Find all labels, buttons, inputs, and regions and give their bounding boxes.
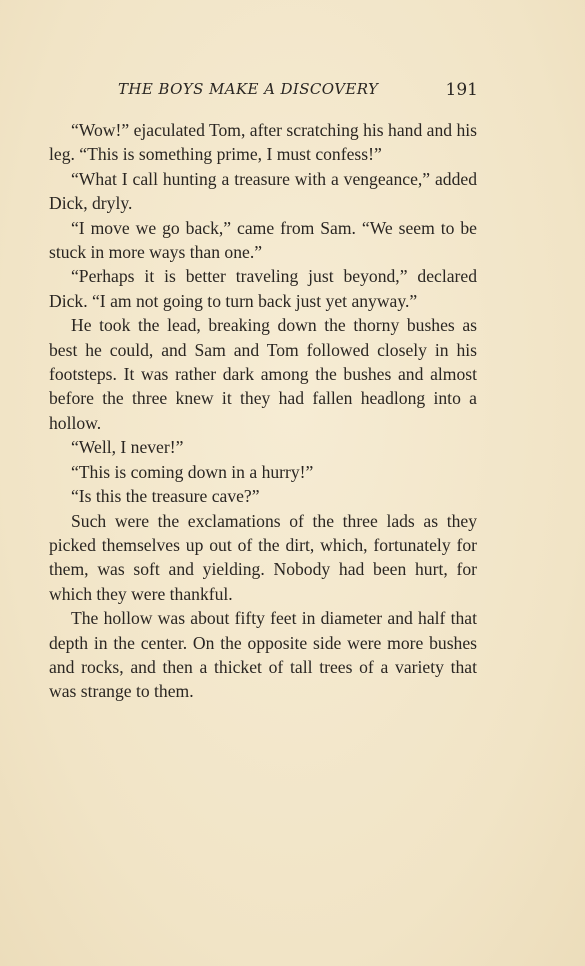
page-number: 191	[445, 80, 478, 100]
paragraph: Such were the exclamations of the three lads as they picked themselves up out of the dirt, which, fortunately for them, was soft and yielding. Nobody had been hurt, for which they were thankful.	[49, 510, 477, 604]
paragraph: He took the lead, breaking down the thorny bushes as best he could, and Sam and Tom followed closely in his footsteps. It was rather dark among the bushes and almost before the three knew it they had fallen headlong into a hollow.	[49, 315, 477, 433]
paragraph: “Is this the treasure cave?”	[71, 486, 260, 507]
body-text	[49, 118, 477, 704]
paragraph: The hollow was about fifty feet in diameter and half that depth in the center. On the opposite side were more bushes and rocks, and then a thicket of tall trees of a variety that was strange to them.	[49, 608, 477, 702]
paragraph: “Wow!” ejaculated Tom, after scratching his hand and his leg. “This is something prime, I must confess!”	[49, 120, 477, 165]
paragraph: “Well, I never!”	[71, 437, 184, 458]
paragraph: “I move we go back,” came from Sam. “We seem to be stuck in more ways than one.”	[49, 217, 477, 263]
running-title: THE BOYS MAKE A DISCOVERY	[118, 80, 379, 98]
paragraph: “This is coming down in a hurry!”	[71, 461, 314, 482]
page-header	[48, 80, 478, 106]
paragraph: “Perhaps it is better traveling just beyond,” declared Dick. “I am not going to turn back just yet anyway.”	[49, 266, 477, 311]
paragraph: “What I call hunting a treasure with a vengeance,” added Dick, dryly.	[49, 168, 477, 214]
